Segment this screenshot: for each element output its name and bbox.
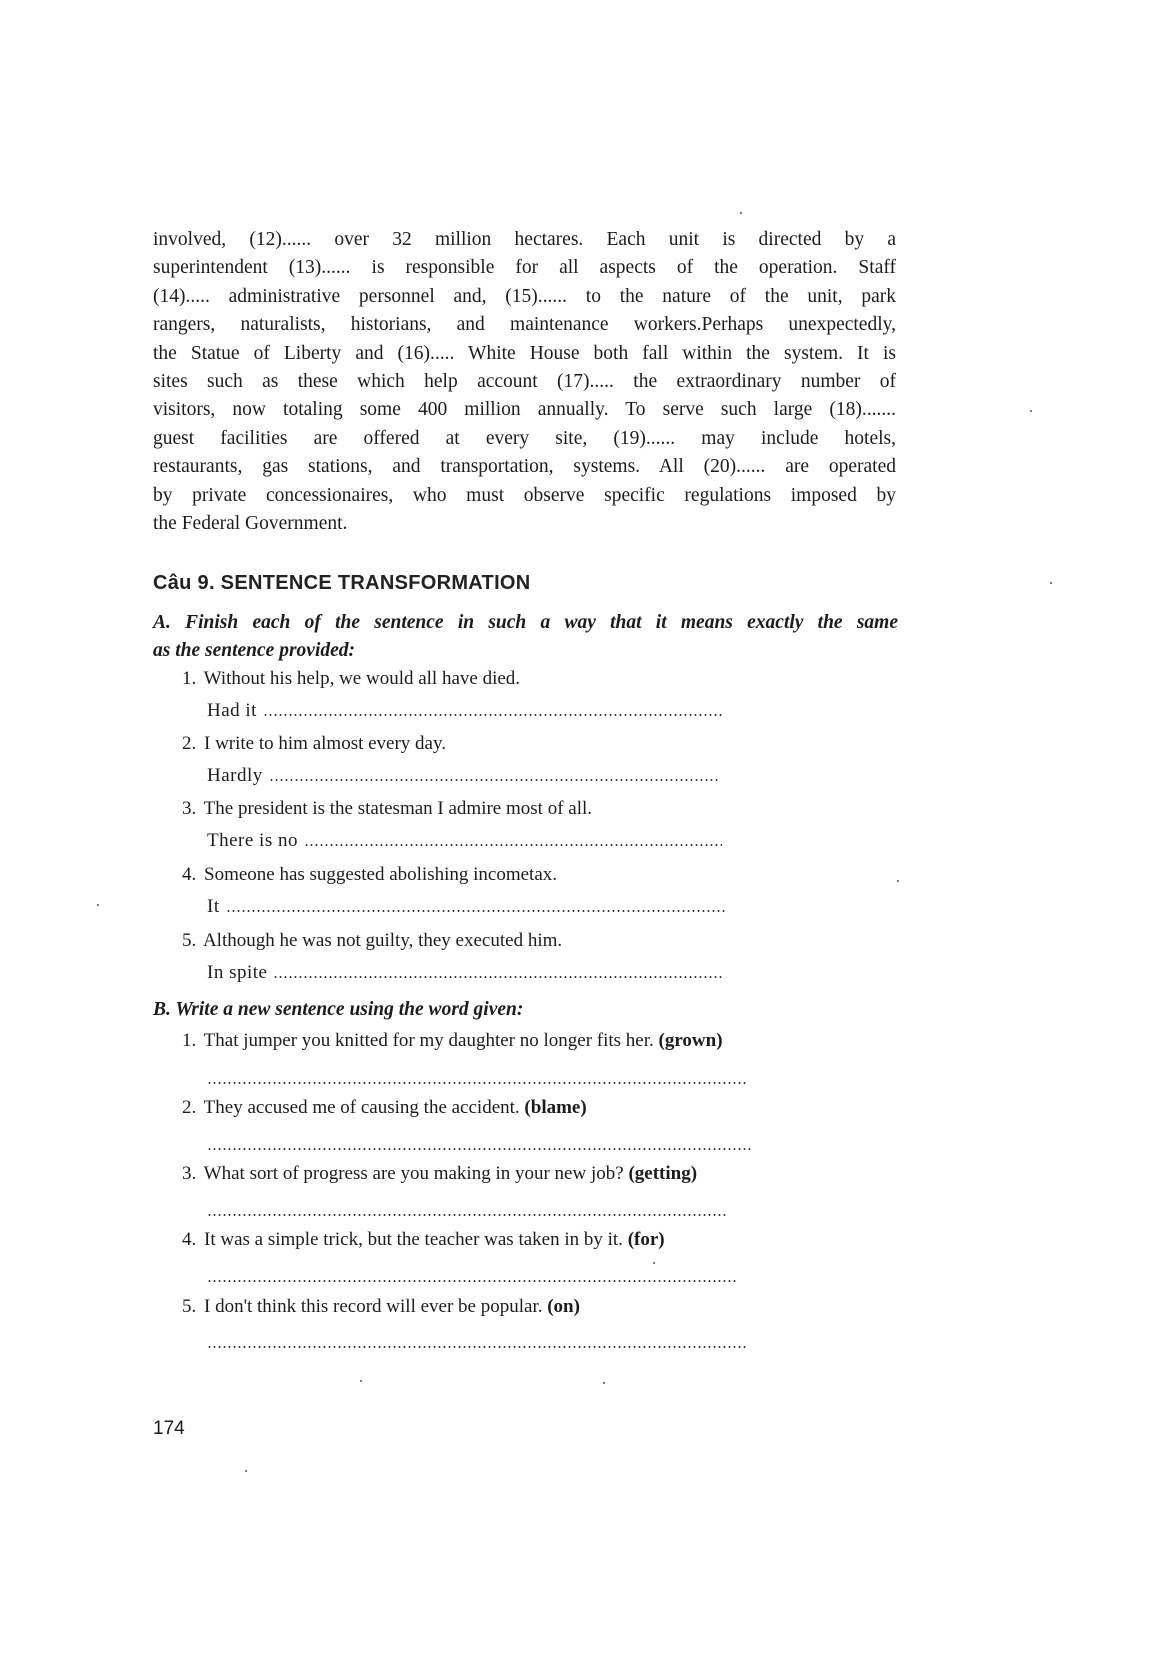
answer-line-b5[interactable] — [207, 1346, 747, 1348]
dotted-answer-line[interactable] — [269, 779, 719, 781]
part-b-item-5 — [182, 1296, 580, 1318]
given-word: (blame) — [524, 1097, 587, 1118]
item-sentence: It was a simple trick, but the teacher was taken in by it. — [204, 1229, 623, 1250]
passage-line: restaurants, gas stations, and transportation, systems. All (20)...... are operated — [153, 456, 896, 478]
passage-line: sites such as these which help account (17)..... the extraordinary number of — [153, 371, 896, 393]
answer-prompt: In spite — [207, 962, 268, 983]
given-word: (on) — [547, 1296, 580, 1317]
item-sentence: Without his help, we would all have died. — [203, 668, 521, 689]
passage-line: superintendent (13)...... is responsible for all aspects of the operation. Staff — [153, 257, 896, 279]
passage-line: (14)..... administrative personnel and, (15)...... to the nature of the unit, park — [153, 285, 896, 307]
dotted-answer-line[interactable] — [304, 844, 722, 846]
scan-speck — [245, 1470, 247, 1472]
answer-prompt: There is no — [207, 830, 298, 851]
passage-line: visitors, now totaling some 400 million annually. To serve such large (18)....... — [153, 399, 896, 421]
item-number: 5. — [182, 930, 197, 951]
part-b-instruction: B. Write a new sentence using the word given: — [153, 999, 524, 1020]
scan-speck — [897, 880, 899, 882]
given-word: (getting) — [628, 1163, 698, 1184]
answer-line-b1[interactable] — [207, 1082, 747, 1084]
part-a-instruction-line: A. Finish each of the sentence in such a way that it means exactly the same — [153, 612, 898, 633]
dotted-answer-line[interactable] — [226, 910, 726, 912]
part-a-instruction-line: as the sentence provided: — [153, 640, 356, 661]
part-a-item-1 — [182, 668, 520, 690]
answer-prompt: It — [207, 896, 220, 917]
item-number: 5. — [182, 1296, 197, 1317]
item-number: 4. — [182, 864, 197, 885]
item-sentence: I write to him almost every day. — [204, 733, 447, 754]
part-b-item-4 — [182, 1229, 665, 1251]
reading-passage — [153, 226, 896, 538]
passage-line: involved, (12)...... over 32 million hectares. Each unit is directed by a — [153, 229, 896, 250]
answer-line-a2[interactable] — [207, 765, 719, 787]
dotted-answer-line[interactable] — [263, 714, 723, 716]
passage-line: the Federal Government. — [153, 513, 348, 535]
part-a-item-3 — [182, 798, 592, 820]
scan-speck — [1050, 582, 1052, 584]
answer-prompt: Hardly — [207, 765, 263, 786]
part-a-item-4 — [182, 864, 557, 886]
answer-line-b2[interactable] — [207, 1148, 752, 1150]
item-number: 1. — [182, 1030, 197, 1051]
page-number: 174 — [153, 1418, 185, 1439]
item-sentence: They accused me of causing the accident. — [203, 1097, 520, 1118]
item-sentence: What sort of progress are you making in your new job? — [203, 1163, 624, 1184]
dotted-answer-line[interactable] — [273, 976, 723, 978]
answer-line-b4[interactable] — [207, 1280, 737, 1282]
item-number: 1. — [182, 668, 197, 689]
answer-line-b3[interactable] — [207, 1214, 727, 1216]
given-word: (grown) — [658, 1030, 723, 1051]
item-number: 2. — [182, 733, 197, 754]
scan-speck — [360, 1380, 362, 1382]
answer-line-a3[interactable] — [207, 830, 722, 852]
part-b-item-2 — [182, 1097, 587, 1119]
scan-speck — [603, 1382, 605, 1384]
item-number: 3. — [182, 1163, 197, 1184]
item-sentence: Someone has suggested abolishing incometax. — [204, 864, 558, 885]
part-b-item-1 — [182, 1030, 723, 1052]
part-a-item-5 — [182, 930, 562, 952]
scan-speck — [740, 212, 742, 214]
answer-line-a4[interactable] — [207, 896, 726, 918]
item-number: 4. — [182, 1229, 197, 1250]
passage-line: rangers, naturalists, historians, and maintenance workers.Perhaps unexpectedly, — [153, 314, 896, 336]
item-number: 2. — [182, 1097, 197, 1118]
scan-speck — [97, 904, 99, 906]
scan-speck — [653, 1262, 655, 1264]
scan-speck — [1030, 410, 1032, 412]
answer-line-a1[interactable] — [207, 700, 723, 722]
answer-line-a5[interactable] — [207, 962, 723, 984]
item-number: 3. — [182, 798, 197, 819]
passage-line: guest facilities are offered at every site, (19)...... may include hotels, — [153, 427, 896, 449]
item-sentence: The president is the statesman I admire most of all. — [203, 798, 593, 819]
given-word: (for) — [627, 1229, 665, 1250]
item-sentence: That jumper you knitted for my daughter no longer fits her. — [203, 1030, 654, 1051]
part-a-instruction — [153, 609, 898, 665]
part-a-item-2 — [182, 733, 446, 755]
answer-prompt: Had it — [207, 700, 257, 721]
passage-line: the Statue of Liberty and (16)..... White House both fall within the system. It is — [153, 342, 896, 364]
part-b-item-3 — [182, 1163, 697, 1185]
item-sentence: I don't think this record will ever be popular. — [204, 1296, 543, 1317]
section-title: Câu 9. SENTENCE TRANSFORMATION — [153, 572, 531, 594]
item-sentence: Although he was not guilty, they executed him. — [202, 930, 563, 951]
passage-line: by private concessionaires, who must observe specific regulations imposed by — [153, 484, 896, 506]
